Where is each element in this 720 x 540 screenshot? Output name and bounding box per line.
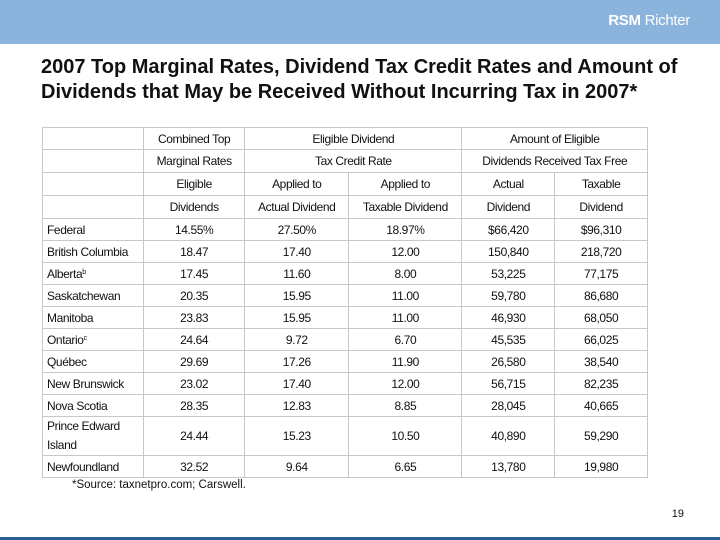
- header-eligible-2: Dividends: [144, 196, 245, 219]
- cell-amount-taxable: 19,980: [555, 456, 648, 478]
- cell-credit-actual: 27.50%: [245, 219, 349, 241]
- table-row: [43, 395, 648, 417]
- cell-credit-taxable: 11.00: [349, 307, 462, 329]
- header-applied-taxable-2: Taxable Dividend: [349, 196, 462, 219]
- cell-amount-actual: 150,840: [462, 241, 555, 263]
- table-row: [43, 241, 648, 263]
- cell-credit-actual: 11.60: [245, 263, 349, 285]
- cell-marginal: 24.64: [144, 329, 245, 351]
- table-header-row: [43, 128, 648, 150]
- table-row: [43, 351, 648, 373]
- cell-amount-actual: 45,535: [462, 329, 555, 351]
- table-row: [43, 373, 648, 395]
- header-taxable: Taxable: [555, 173, 648, 196]
- brand-logo: RSM Richter: [608, 12, 690, 29]
- cell-marginal: 23.02: [144, 373, 245, 395]
- cell-credit-actual: 15.95: [245, 285, 349, 307]
- table-row: [43, 285, 648, 307]
- cell-amount-taxable: 38,540: [555, 351, 648, 373]
- cell-amount-actual: 26,580: [462, 351, 555, 373]
- header-credit: Eligible Dividend: [245, 128, 462, 150]
- cell-credit-actual: 9.64: [245, 456, 349, 478]
- cell-credit-taxable: 11.00: [349, 285, 462, 307]
- cell-amount-actual: 40,890: [462, 417, 555, 456]
- header-taxable-2: Dividend: [555, 196, 648, 219]
- cell-credit-actual: 15.23: [245, 417, 349, 456]
- header-eligible: Eligible: [144, 173, 245, 196]
- cell-credit-actual: 9.72: [245, 329, 349, 351]
- cell-marginal: 32.52: [144, 456, 245, 478]
- cell-amount-taxable: $96,310: [555, 219, 648, 241]
- row-name: Manitoba: [43, 307, 144, 329]
- table-header-row: [43, 150, 648, 173]
- cell-marginal: 29.69: [144, 351, 245, 373]
- cell-marginal: 23.83: [144, 307, 245, 329]
- row-name: Alberta$^b$: [43, 263, 144, 285]
- cell-amount-actual: 46,930: [462, 307, 555, 329]
- header-applied-taxable: Applied to: [349, 173, 462, 196]
- row-name: New Brunswick: [43, 373, 144, 395]
- header-actual: Actual: [462, 173, 555, 196]
- table-row: [43, 263, 648, 285]
- cell-credit-taxable: 6.70: [349, 329, 462, 351]
- slide-title: 2007 Top Marginal Rates, Dividend Tax Credit Rates and Amount of Dividends that May be Received Without Incurring Tax in 2007*: [41, 56, 678, 103]
- table-row: [43, 417, 648, 456]
- row-name: Nova Scotia: [43, 395, 144, 417]
- cell-amount-taxable: 86,680: [555, 285, 648, 307]
- cell-marginal: 28.35: [144, 395, 245, 417]
- cell-credit-taxable: 10.50: [349, 417, 462, 456]
- source-note: *Source: taxnetpro.com; Carswell.: [72, 479, 246, 491]
- row-name: British Columbia: [43, 241, 144, 263]
- cell-credit-actual: 15.95: [245, 307, 349, 329]
- header-credit-2: Tax Credit Rate: [245, 150, 462, 173]
- cell-credit-actual: 12.83: [245, 395, 349, 417]
- table-header-row: [43, 196, 648, 219]
- table-header-row: [43, 173, 648, 196]
- table-row: [43, 219, 648, 241]
- header-empty-cell: [43, 196, 144, 219]
- cell-marginal: 18.47: [144, 241, 245, 263]
- cell-marginal: 20.35: [144, 285, 245, 307]
- row-name: Québec: [43, 351, 144, 373]
- cell-amount-actual: 53,225: [462, 263, 555, 285]
- cell-amount-actual: 56,715: [462, 373, 555, 395]
- cell-amount-actual: 59,780: [462, 285, 555, 307]
- cell-marginal: 17.45: [144, 263, 245, 285]
- row-name: Federal: [43, 219, 144, 241]
- cell-amount-taxable: 218,720: [555, 241, 648, 263]
- cell-amount-actual: $66,420: [462, 219, 555, 241]
- cell-credit-actual: 17.26: [245, 351, 349, 373]
- header-actual-2: Dividend: [462, 196, 555, 219]
- page-number: 19: [671, 508, 684, 520]
- cell-marginal: 14.55%: [144, 219, 245, 241]
- cell-amount-taxable: 40,665: [555, 395, 648, 417]
- cell-credit-taxable: 8.85: [349, 395, 462, 417]
- cell-amount-taxable: 77,175: [555, 263, 648, 285]
- table-row: [43, 456, 648, 478]
- cell-amount-taxable: 66,025: [555, 329, 648, 351]
- row-name: Newfoundland: [43, 456, 144, 478]
- cell-amount-taxable: 82,235: [555, 373, 648, 395]
- table-row: [43, 329, 648, 351]
- cell-credit-taxable: 8.00: [349, 263, 462, 285]
- header-amount: Amount of Eligible: [462, 128, 648, 150]
- cell-amount-actual: 28,045: [462, 395, 555, 417]
- rates-table: [42, 127, 648, 478]
- cell-credit-taxable: 12.00: [349, 373, 462, 395]
- cell-credit-taxable: 18.97%: [349, 219, 462, 241]
- header-empty-cell: [43, 128, 144, 150]
- header-applied-actual: Applied to: [245, 173, 349, 196]
- header-combined-2: Marginal Rates: [144, 150, 245, 173]
- cell-credit-taxable: 6.65: [349, 456, 462, 478]
- header-empty-cell: [43, 173, 144, 196]
- header-applied-actual-2: Actual Dividend: [245, 196, 349, 219]
- row-name: Saskatchewan: [43, 285, 144, 307]
- cell-marginal: 24.44: [144, 417, 245, 456]
- row-name: Ontario$^c$: [43, 329, 144, 351]
- row-name: Prince Edward Island: [43, 417, 144, 456]
- cell-amount-taxable: 68,050: [555, 307, 648, 329]
- header-bar: [0, 0, 720, 44]
- cell-amount-taxable: 59,290: [555, 417, 648, 456]
- table-row: [43, 307, 648, 329]
- header-amount-2: Dividends Received Tax Free: [462, 150, 648, 173]
- cell-credit-actual: 17.40: [245, 241, 349, 263]
- header-empty-cell: [43, 150, 144, 173]
- cell-credit-taxable: 12.00: [349, 241, 462, 263]
- cell-credit-taxable: 11.90: [349, 351, 462, 373]
- cell-amount-actual: 13,780: [462, 456, 555, 478]
- cell-credit-actual: 17.40: [245, 373, 349, 395]
- header-combined: Combined Top: [144, 128, 245, 150]
